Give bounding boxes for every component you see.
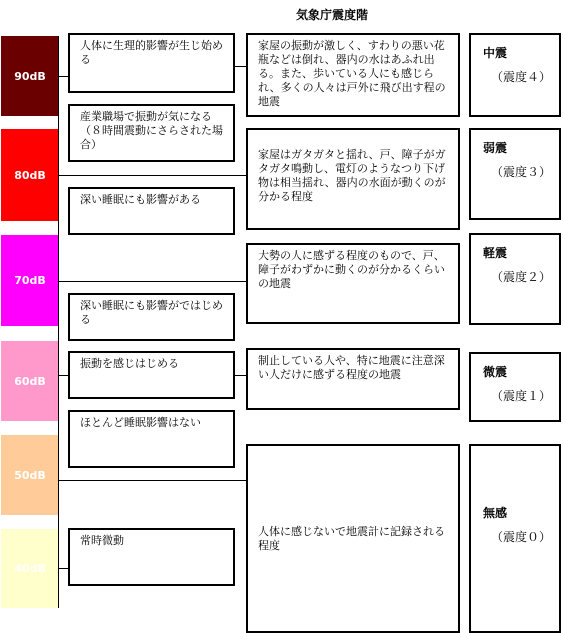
- db-block-50: [1, 435, 59, 515]
- effect-box-80-occupational: 産業職場で振動が気になる（８時間震動にさらされた場合）: [68, 104, 235, 162]
- db-block-80: [1, 129, 59, 221]
- db-block-90: [1, 36, 59, 116]
- effect-box-60-sleep: ほとんど睡眠影響はない: [68, 410, 235, 468]
- intensity-level: （震度０）: [491, 530, 552, 544]
- db-label: 50dB: [14, 468, 46, 482]
- effect-box-70-sleep: 深い睡眠にも影響がではじめる: [68, 293, 235, 341]
- effect-box-60: 振動を感じはじめる: [68, 351, 235, 399]
- connector-line: [58, 281, 248, 282]
- description-box-0: [246, 444, 460, 633]
- intensity-name: 軽震: [483, 246, 508, 260]
- intensity-name: 弱震: [483, 141, 508, 155]
- intensity-level: （震度１）: [491, 389, 552, 403]
- db-label: 40dB: [14, 562, 46, 575]
- intensity-level: （震度３）: [491, 165, 552, 179]
- db-label: 70dB: [14, 274, 46, 287]
- effect-box-40: 常時微動: [68, 528, 235, 586]
- description-box-3: 家屋はガタガタと揺れ、戸、障子がガタガタ鳴動し、電灯のようなつり下げ物は相当揺れ、器内の水面が動くのが分かる程度: [246, 128, 460, 230]
- connector-line: [58, 175, 248, 176]
- intensity-box-1: [469, 352, 561, 422]
- description-box-1: 制止している人や、特に地震に注意深い人だけに感ずる程度の地震: [246, 348, 460, 410]
- intensity-box-3: [469, 128, 561, 220]
- db-label: 80dB: [14, 168, 46, 182]
- intensity-box-4: [469, 33, 561, 117]
- intensity-box-2: [469, 233, 561, 325]
- intensity-name: 中震: [483, 46, 508, 60]
- timeline-line: [58, 36, 59, 608]
- effect-box-80-sleep: 深い睡眠にも影響がある: [68, 187, 235, 235]
- db-block-40: [1, 529, 59, 608]
- intensity-level: （震度２）: [491, 270, 552, 284]
- description-box-4: 家屋の振動が激しく、すわりの悪い花瓶などは倒れ、器内の水はあふれ出る。また、歩いている人にも感じられ、多くの人々は戸外に飛び出す程の地震: [246, 33, 460, 117]
- db-block-60: [1, 341, 59, 421]
- effect-box-90: 人体に生理的影響が生じ始める: [68, 33, 235, 93]
- db-label: 60dB: [14, 374, 46, 388]
- intensity-level: （震度４）: [491, 70, 552, 84]
- db-block-70: [1, 235, 59, 326]
- description-box-2: 大勢の人に感ずる程度のもので、戸、障子がわずかに動くのが分かるくらいの地震: [246, 243, 460, 324]
- description-text: 人体に感じないで地震計に記録される程度: [258, 524, 445, 552]
- connector-line: [58, 480, 248, 481]
- intensity-name: 無感: [483, 506, 508, 520]
- intensity-name: 微震: [483, 365, 508, 379]
- db-label: 90dB: [14, 69, 46, 83]
- page-title: 気象庁震度階: [296, 8, 369, 22]
- intensity-box-0: [469, 444, 561, 633]
